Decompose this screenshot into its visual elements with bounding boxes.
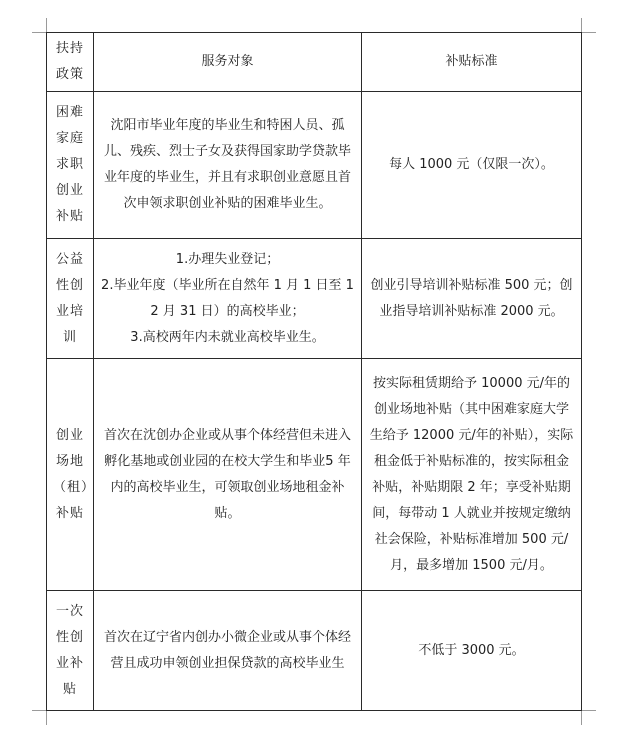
table-header-row [47,33,582,92]
target-list-item: 2.毕业年度（毕业所在自然年 1 月 1 日至 12 月 31 日）的高校毕业； [101,277,354,319]
target-list-cell [94,239,362,359]
header-policy-cell: 扶持政策 [47,33,94,92]
header-standard-cell: 补贴标准 [362,33,582,92]
crop-mark-top-right [581,18,596,33]
crop-mark-top-left [32,18,47,33]
target-cell: 首次在沈创办企业或从事个体经营但未进入孵化基地或创业园的在校大学生和毕业5 年内的高校毕业生，可领取创业场地租金补贴。 [94,359,362,591]
standard-cell: 不低于 3000 元。 [362,591,582,711]
target-cell: 沈阳市毕业年度的毕业生和特困人员、孤儿、残疾、烈士子女及获得国家助学贷款毕业年度的毕业生，并且有求职创业意愿且首次申领求职创业补贴的困难毕业生。 [94,92,362,239]
table-row [47,239,582,359]
table-row [47,92,582,239]
crop-mark-bottom-right [581,710,596,725]
table-row [47,591,582,711]
table-row [47,359,582,591]
standard-cell: 按实际租赁期给予 10000 元/年的创业场地补贴（其中困难家庭大学生给予 12000 元/年的补贴），实际租金低于补贴标准的，按实际租金补贴，补贴期限 2 年；享受补贴期间，每带动 1 人就业并按规定缴纳社会保险，补贴标准增加 500 元/月，最多增加 1500 元/月。 [362,359,582,591]
target-cell: 首次在辽宁省内创办小微企业或从事个体经营且成功申领创业担保贷款的高校毕业生 [94,591,362,711]
header-target-cell: 服务对象 [94,33,362,92]
policy-name-cell: 公益性创业培训 [47,239,94,359]
standard-cell: 每人 1000 元（仅限一次）。 [362,92,582,239]
policy-name-cell: 困难家庭求职创业补贴 [47,92,94,239]
subsidy-policy-table [46,32,582,711]
target-list-item: 1.办理失业登记； [175,251,280,267]
policy-name-cell: 一次性创业补贴 [47,591,94,711]
policy-name-cell: 创业场地（租）补贴 [47,359,94,591]
standard-cell: 创业引导培训补贴标准 500 元；创业指导培训补贴标准 2000 元。 [362,239,582,359]
crop-mark-bottom-left [32,710,47,725]
target-list-item: 3.高校两年内未就业高校毕业生。 [130,329,325,345]
